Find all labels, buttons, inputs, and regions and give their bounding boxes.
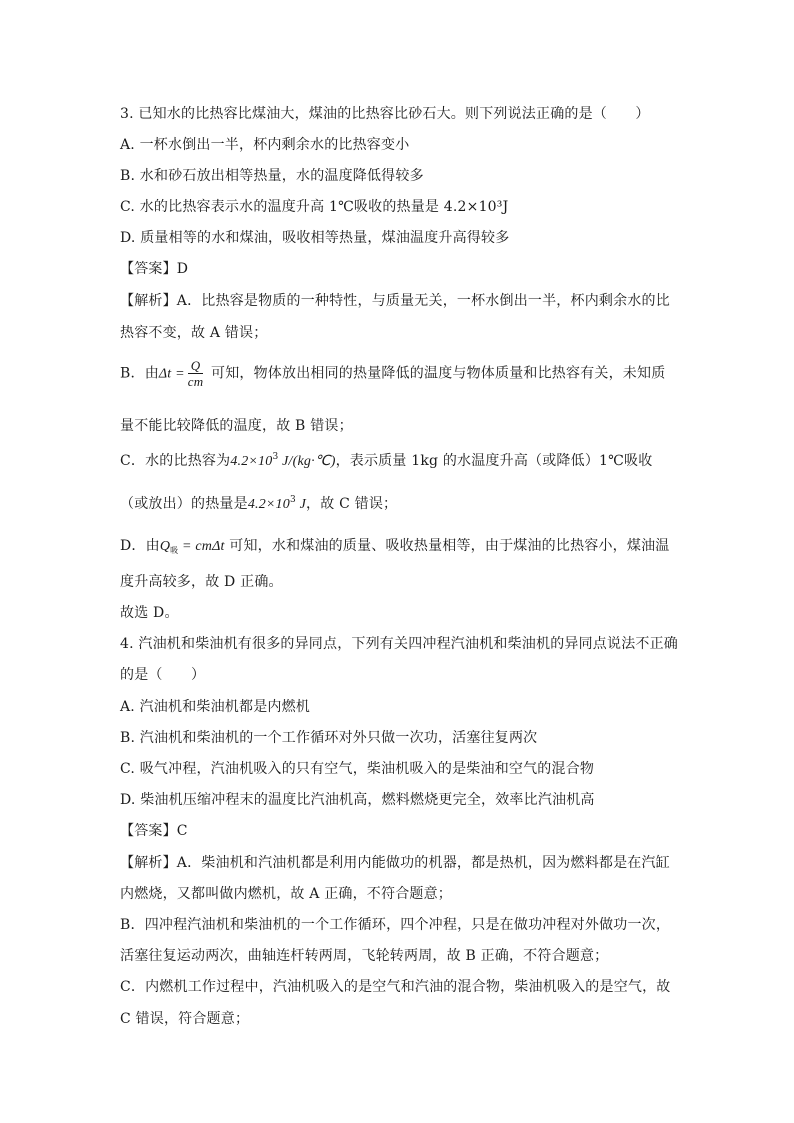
q3-exp-c-suffix: ，表示质量 1kg 的水温度升高（或降低）1℃吸收 (335, 453, 653, 469)
q3-option-b: B. 水和砂石放出相等热量，水的温度降低得较多 (120, 168, 424, 184)
q3-conclusion: 故选 D。 (120, 605, 179, 621)
q3-explanation-a-line1: 【解析】A．比热容是物质的一种特性，与质量无关，一杯水倒出一半，杯内剩余水的比 (120, 293, 670, 309)
q3-exp-c2-suffix: ，故 C 错误； (306, 496, 398, 512)
q4-stem-line1: 4. 汽油机和柴油机有很多的异同点，下列有关四冲程汽油机和柴油机的异同点说法不正确 (120, 636, 679, 652)
q3-exp-c2-value: 4.2×10 (247, 497, 290, 512)
q3-exp-d-subscript: 吸 (170, 546, 179, 555)
q3-exp-d-q: Q (159, 539, 171, 554)
q3-exp-c-unit: J/(kg·℃) (278, 454, 336, 469)
q3-exp-c-prefix: C．水的比热容为 (120, 453, 231, 469)
q4-stem-line2: 的是（ ） (120, 667, 206, 683)
q3-exp-b-denominator: cm (187, 374, 204, 389)
q3-option-c: C. 水的比热容表示水的温度升高 1℃吸收的热量是 4.2×10³J (120, 199, 509, 215)
q4-explanation-c-line1: C．内燃机工作过程中，汽油机吸入的是空气和汽油的混合物，柴油机吸入的是空气，故 (120, 979, 671, 995)
q3-option-d: D. 质量相等的水和煤油，吸收相等热量，煤油温度升高得较多 (120, 230, 510, 246)
q4-option-b: B. 汽油机和柴油机的一个工作循环对外只做一次功，活塞往复两次 (120, 730, 538, 746)
q4-explanation-a-line1: 【解析】A．柴油机和汽油机都是利用内能做功的机器，都是热机，因为燃料都是在汽缸 (120, 855, 670, 871)
q3-explanation-d-line2: 度升高较多，故 D 正确。 (120, 574, 283, 590)
q3-exp-c-value: 4.2×10 (230, 454, 273, 469)
q3-exp-c2-prefix: （或放出）的热量是 (120, 496, 248, 512)
q3-explanation-d-line1 (120, 535, 669, 556)
q3-exp-b-suffix: 可知，物体放出相同的热量降低的温度与物体质量和比热容有关，未知质 (206, 365, 666, 382)
q3-exp-c2-exponent: 3 (289, 495, 296, 505)
q4-answer: 【答案】C (120, 823, 188, 839)
q3-explanation-b-line2: 量不能比较降低的温度，故 B 错误； (120, 418, 353, 434)
q3-explanation-c-line2 (120, 493, 397, 513)
q4-explanation-c-line2: C 错误，符合题意； (120, 1011, 250, 1027)
q3-exp-b-prefix: B．由 (120, 365, 159, 382)
q4-explanation-b-line1: B．四冲程汽油机和柴油机的一个工作循环，四个冲程，只是在做功冲程对外做功一次， (120, 917, 671, 933)
q3-exp-d-formula-rhs: = cmΔt (178, 539, 225, 554)
q3-exp-c-exponent: 3 (272, 452, 279, 462)
q3-exp-b-fraction (188, 358, 204, 389)
q3-answer: 【答案】D (120, 261, 189, 277)
q3-explanation-b-line1 (120, 358, 665, 389)
q4-option-d: D. 柴油机压缩冲程末的温度比汽油机高，燃料燃烧更完全，效率比汽油机高 (120, 792, 595, 808)
q4-option-c: C. 吸气冲程，汽油机吸入的只有空气，柴油机吸入的是柴油和空气的混合物 (120, 761, 595, 777)
q3-exp-c2-unit: J (295, 497, 307, 512)
q3-explanation-a-line2: 热容不变，故 A 错误； (120, 325, 268, 341)
q4-explanation-b-line2: 活塞往复运动两次，曲轴连杆转两周，飞轮转两周，故 B 正确，不符合题意； (120, 948, 609, 964)
q4-explanation-a-line2: 内燃烧，又都叫做内燃机，故 A 正确，不符合题意； (120, 886, 453, 902)
q3-option-a: A. 一杯水倒出一半，杯内剩余水的比热容变小 (120, 137, 410, 153)
q3-stem: 3. 已知水的比热容比煤油大，煤油的比热容比砂石大。则下列说法正确的是（ ） (120, 106, 650, 122)
q3-explanation-c-line1 (120, 450, 652, 470)
q3-exp-d-suffix: 可知，水和煤油的质量、吸收热量相等，由于煤油的比热容小，煤油温 (224, 538, 670, 554)
q3-exp-d-prefix: D．由 (120, 538, 160, 554)
q3-exp-b-formula-lhs: Δt = (158, 366, 185, 382)
q3-exp-b-numerator: Q (188, 358, 204, 374)
q4-option-a: A. 汽油机和柴油机都是内燃机 (120, 699, 311, 715)
